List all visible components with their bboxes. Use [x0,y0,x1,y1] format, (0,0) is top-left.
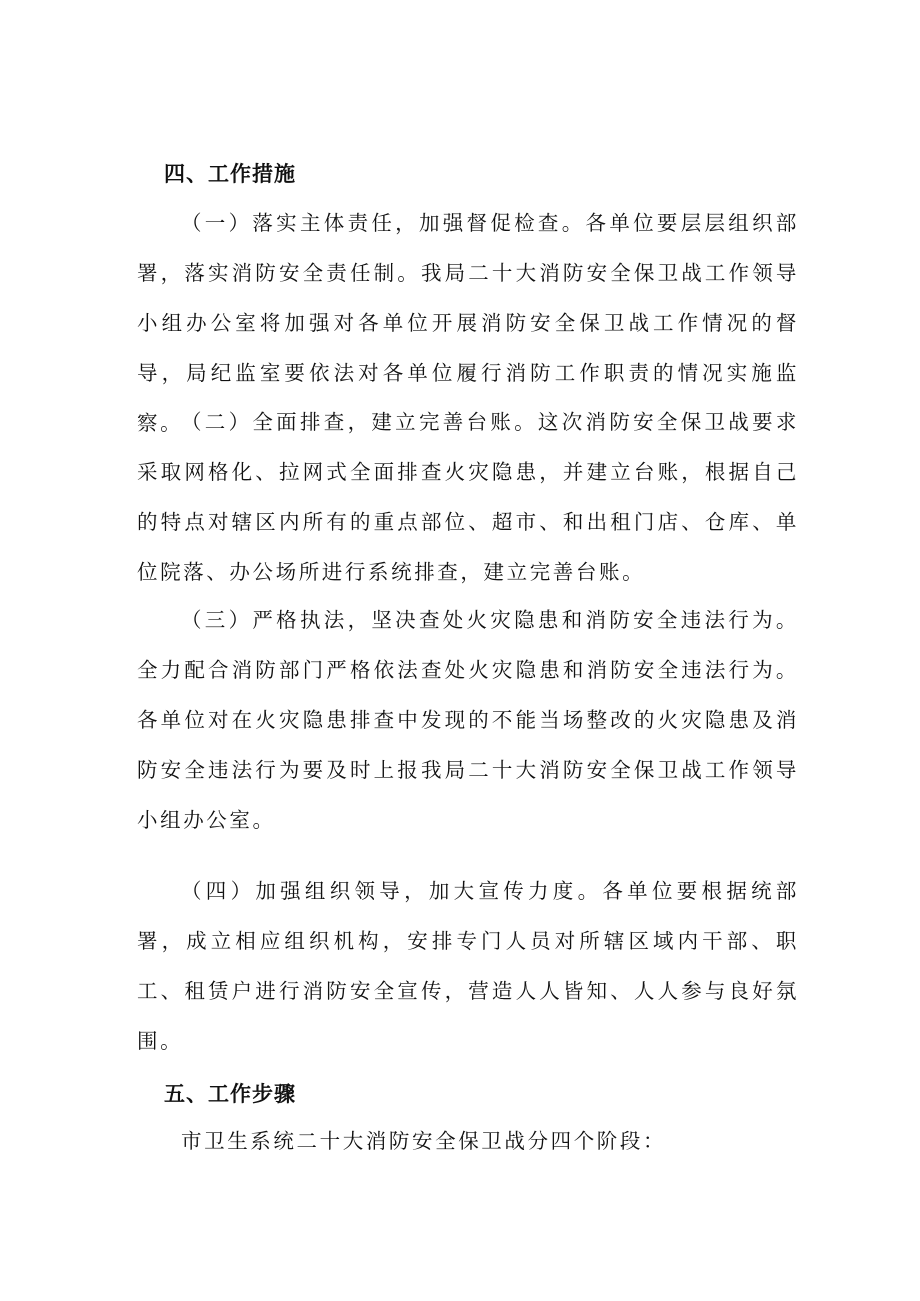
section-4-paragraph-2: （二）全面排查，建立完善台账。这次消防安全保卫战要求采取网格化、拉网式全面排查火灾隐患，并建立台账，根据自己的特点对辖区内所有的重点部位、超市、和出租门店、仓库、单位院落、办公场所进行系统排查，建立完善台账。 [137,410,799,584]
section-5-heading: 五、工作步骤 [164,1082,296,1106]
section-5-intro: 市卫生系统二十大消防安全保卫战分四个阶段： [181,1129,667,1153]
section-4-paragraph-1: （一）落实主体责任，加强督促检查。各单位要层层组织部署，落实消防安全责任制。我局二十大消防安全保卫战工作领导小组办公室将加强对各单位开展消防安全保卫战工作情况的督导，局纪监室要依法对各单位履行消防工作职责的情况实施监察。 [137,211,799,435]
section-4-paragraph-4: （四）加强组织领导，加大宣传力度。各单位要根据统部署，成立相应组织机构，安排专门人员对所辖区域内干部、职工、租赁户进行消防安全宣传，营造人人皆知、人人参与良好氛围。 [137,879,799,1053]
section-4-paragraph-3: （三）严格执法，坚决查处火灾隐患和消防安全违法行为。全力配合消防部门严格依法查处火灾隐患和消防安全违法行为。各单位对在火灾隐患排查中发现的不能当场整改的火灾隐患及消防安全违法行为要及时上报我局二十大消防安全保卫战工作领导小组办公室。 [137,608,799,832]
section-4-heading: 四、工作措施 [164,162,296,186]
